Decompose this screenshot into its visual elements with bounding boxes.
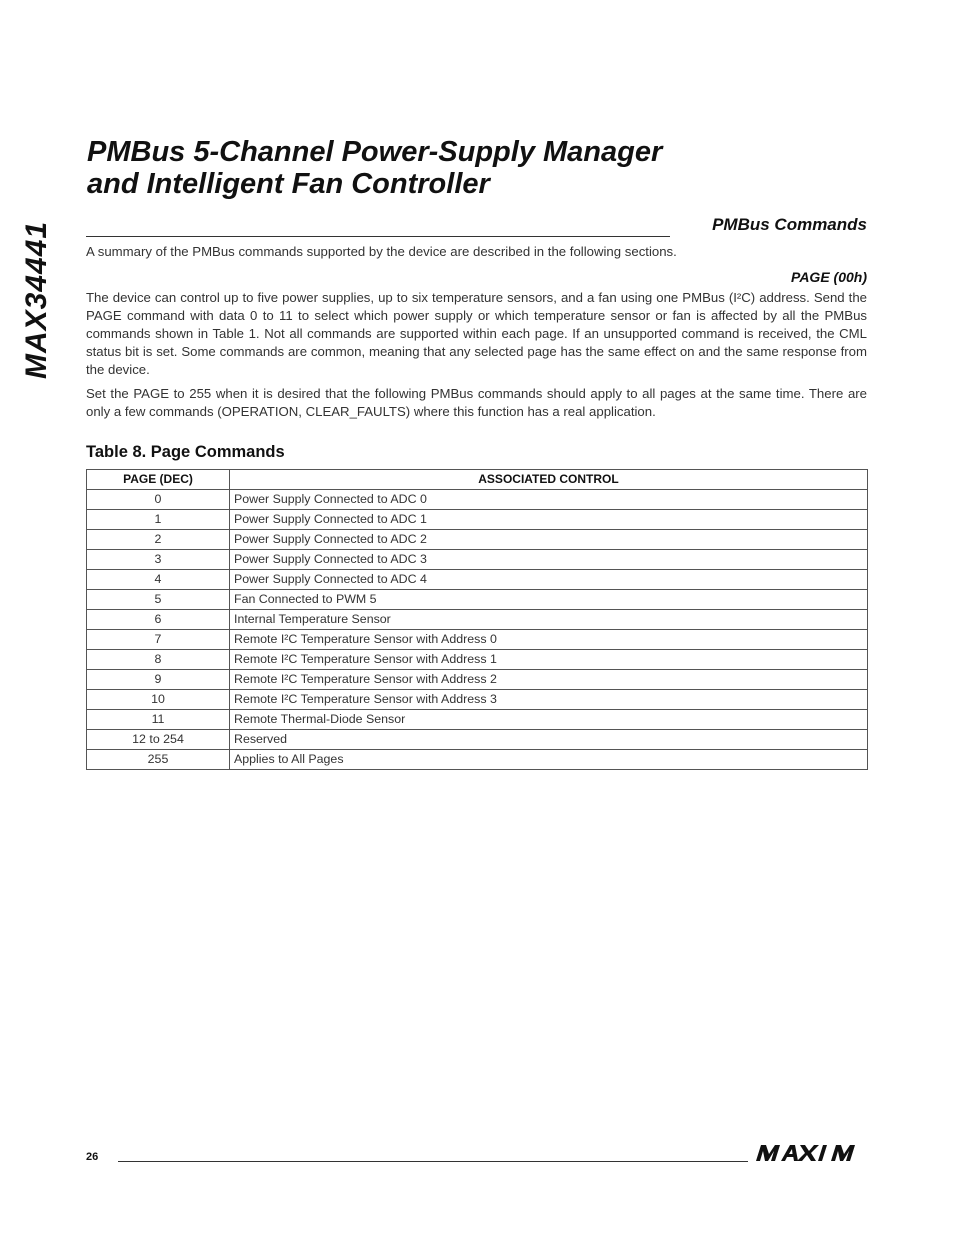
cell-page-dec: 5 (87, 590, 230, 610)
cell-page-dec: 1 (87, 510, 230, 530)
cell-page-dec: 8 (87, 650, 230, 670)
table-row (87, 530, 868, 550)
cell-associated-control: Power Supply Connected to ADC 4 (230, 570, 868, 590)
table-row (87, 730, 868, 750)
cell-page-dec: 6 (87, 610, 230, 630)
table-row (87, 570, 868, 590)
table-title: Table 8. Page Commands (86, 443, 285, 461)
cell-associated-control: Reserved (230, 730, 868, 750)
cell-page-dec: 12 to 254 (87, 730, 230, 750)
table-row (87, 550, 868, 570)
cell-page-dec: 7 (87, 630, 230, 650)
cell-associated-control: Remote I²C Temperature Sensor with Address 3 (230, 690, 868, 710)
table-body (87, 490, 868, 770)
table-row (87, 630, 868, 650)
table-row (87, 690, 868, 710)
title-line-2: and Intelligent Fan Controller (87, 168, 490, 200)
cell-associated-control: Power Supply Connected to ADC 2 (230, 530, 868, 550)
section-rule (86, 236, 670, 237)
table-row (87, 590, 868, 610)
page-number: 26 (86, 1151, 99, 1163)
cell-associated-control: Remote I²C Temperature Sensor with Address 1 (230, 650, 868, 670)
cell-associated-control: Power Supply Connected to ADC 1 (230, 510, 868, 530)
subsection-title: PAGE (00h) (791, 269, 867, 285)
table-row (87, 670, 868, 690)
cell-page-dec: 4 (87, 570, 230, 590)
cell-page-dec: 2 (87, 530, 230, 550)
cell-associated-control: Fan Connected to PWM 5 (230, 590, 868, 610)
cell-page-dec: 255 (87, 750, 230, 770)
cell-associated-control: Applies to All Pages (230, 750, 868, 770)
table-row (87, 510, 868, 530)
cell-page-dec: 10 (87, 690, 230, 710)
cell-associated-control: Power Supply Connected to ADC 0 (230, 490, 868, 510)
table-row (87, 750, 868, 770)
table-row (87, 650, 868, 670)
cell-associated-control: Remote I²C Temperature Sensor with Address 2 (230, 670, 868, 690)
footer-rule (118, 1161, 748, 1162)
page-paragraph-1: The device can control up to five power supplies, up to six temperature sensors, and a fan using one PMBus (I²C) address. Send the PAGE command with data 0 to 11 to select which power supply or which temperature sensor or fan is affected by all the PMBus commands shown in Table 1. Not all commands are supported within each page. If an unsupported command is received, the CML status bit is set. Some commands are common, meaning that any selected page has the same effect on and the same response from the device. (86, 290, 867, 377)
table-header-row (87, 470, 868, 490)
page-paragraph-2: Set the PAGE to 255 when it is desired that the following PMBus commands should apply to all pages at the same time. There are only a few commands (OPERATION, CLEAR_FAULTS) where this function has a real application. (86, 386, 867, 419)
cell-page-dec: 3 (87, 550, 230, 570)
header-page-dec: PAGE (DEC) (87, 470, 230, 490)
cell-page-dec: 9 (87, 670, 230, 690)
section-title: PMBus Commands (712, 215, 867, 234)
cell-associated-control: Remote Thermal-Diode Sensor (230, 710, 868, 730)
cell-page-dec: 11 (87, 710, 230, 730)
header-associated-control: ASSOCIATED CONTROL (230, 470, 868, 490)
page-commands-table (86, 469, 868, 770)
document-title (87, 136, 847, 200)
cell-page-dec: 0 (87, 490, 230, 510)
table-row (87, 610, 868, 630)
section-intro: A summary of the PMBus commands supported by the device are described in the following sections. (86, 244, 677, 259)
part-number-sidebar: MAX34441 (20, 220, 53, 380)
table-row (87, 490, 868, 510)
maxim-logo (756, 1145, 867, 1161)
table-row (87, 710, 868, 730)
cell-associated-control: Internal Temperature Sensor (230, 610, 868, 630)
cell-associated-control: Power Supply Connected to ADC 3 (230, 550, 868, 570)
title-line-1: PMBus 5-Channel Power-Supply Manager (87, 136, 663, 168)
cell-associated-control: Remote I²C Temperature Sensor with Address 0 (230, 630, 868, 650)
